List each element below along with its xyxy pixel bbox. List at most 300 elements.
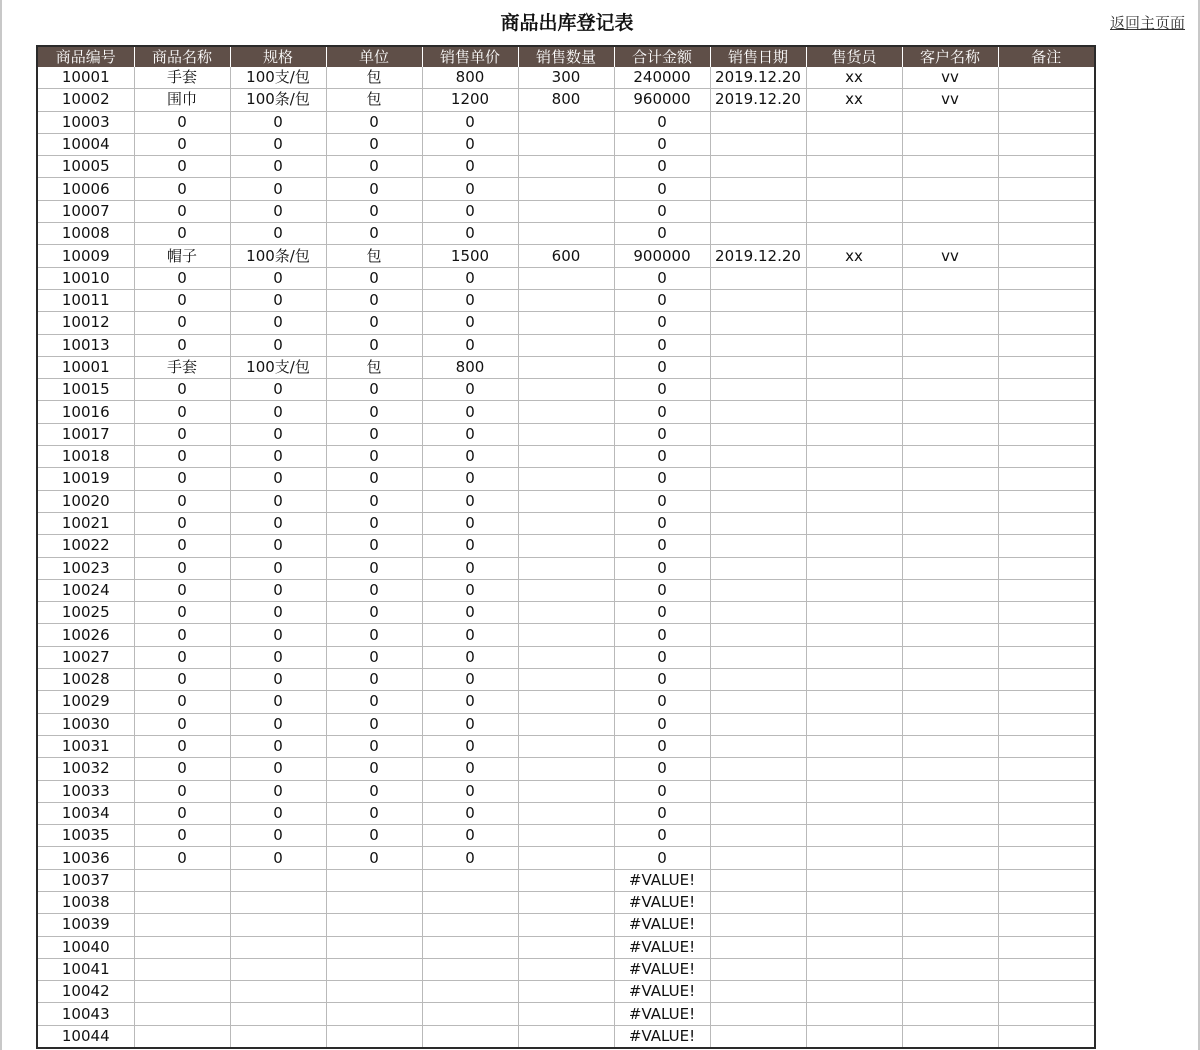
- cell-product-id[interactable]: 10001: [38, 356, 134, 378]
- cell-customer-name[interactable]: [902, 133, 998, 155]
- cell-spec[interactable]: 0: [230, 178, 326, 200]
- cell-remarks[interactable]: [998, 267, 1094, 289]
- cell-total-amount[interactable]: #VALUE!: [614, 936, 710, 958]
- cell-customer-name[interactable]: [902, 267, 998, 289]
- cell-unit[interactable]: [326, 981, 422, 1003]
- cell-product-name[interactable]: 0: [134, 490, 230, 512]
- cell-sale-date[interactable]: [710, 869, 806, 891]
- cell-sale-date[interactable]: [710, 401, 806, 423]
- cell-spec[interactable]: [230, 958, 326, 980]
- cell-remarks[interactable]: [998, 89, 1094, 111]
- cell-unit-price[interactable]: 0: [422, 267, 518, 289]
- cell-spec[interactable]: 100条/包: [230, 89, 326, 111]
- cell-sale-date[interactable]: [710, 312, 806, 334]
- cell-total-amount[interactable]: #VALUE!: [614, 914, 710, 936]
- cell-product-id[interactable]: 10005: [38, 156, 134, 178]
- cell-salesperson[interactable]: [806, 133, 902, 155]
- cell-total-amount[interactable]: 0: [614, 379, 710, 401]
- cell-total-amount[interactable]: 0: [614, 312, 710, 334]
- cell-spec[interactable]: 0: [230, 156, 326, 178]
- cell-product-id[interactable]: 10012: [38, 312, 134, 334]
- cell-customer-name[interactable]: [902, 178, 998, 200]
- cell-spec[interactable]: [230, 1025, 326, 1047]
- cell-product-name[interactable]: 0: [134, 758, 230, 780]
- cell-unit[interactable]: 0: [326, 490, 422, 512]
- cell-customer-name[interactable]: [902, 936, 998, 958]
- cell-unit[interactable]: 0: [326, 111, 422, 133]
- cell-sale-date[interactable]: [710, 579, 806, 601]
- cell-sale-date[interactable]: [710, 223, 806, 245]
- cell-salesperson[interactable]: [806, 1025, 902, 1047]
- cell-remarks[interactable]: [998, 669, 1094, 691]
- cell-sale-date[interactable]: [710, 267, 806, 289]
- cell-product-name[interactable]: 0: [134, 691, 230, 713]
- cell-unit[interactable]: 0: [326, 223, 422, 245]
- column-header-unit-price[interactable]: 销售单价: [422, 47, 518, 67]
- cell-quantity[interactable]: [518, 200, 614, 222]
- cell-quantity[interactable]: [518, 981, 614, 1003]
- cell-product-id[interactable]: 10043: [38, 1003, 134, 1025]
- cell-salesperson[interactable]: [806, 891, 902, 913]
- cell-customer-name[interactable]: [902, 579, 998, 601]
- cell-spec[interactable]: [230, 869, 326, 891]
- cell-quantity[interactable]: [518, 133, 614, 155]
- cell-salesperson[interactable]: [806, 111, 902, 133]
- cell-quantity[interactable]: [518, 691, 614, 713]
- cell-total-amount[interactable]: 0: [614, 669, 710, 691]
- cell-unit-price[interactable]: 0: [422, 579, 518, 601]
- cell-customer-name[interactable]: [902, 289, 998, 311]
- cell-unit-price[interactable]: 0: [422, 713, 518, 735]
- cell-total-amount[interactable]: 0: [614, 468, 710, 490]
- cell-customer-name[interactable]: [902, 312, 998, 334]
- cell-product-name[interactable]: [134, 936, 230, 958]
- cell-sale-date[interactable]: [710, 825, 806, 847]
- cell-salesperson[interactable]: [806, 512, 902, 534]
- cell-sale-date[interactable]: [710, 669, 806, 691]
- cell-total-amount[interactable]: 0: [614, 133, 710, 155]
- cell-salesperson[interactable]: [806, 178, 902, 200]
- cell-sale-date[interactable]: 2019.12.20: [710, 245, 806, 267]
- cell-quantity[interactable]: [518, 512, 614, 534]
- cell-unit-price[interactable]: 0: [422, 156, 518, 178]
- cell-remarks[interactable]: [998, 67, 1094, 89]
- cell-unit[interactable]: [326, 891, 422, 913]
- cell-customer-name[interactable]: [902, 401, 998, 423]
- cell-salesperson[interactable]: [806, 758, 902, 780]
- cell-unit[interactable]: 0: [326, 446, 422, 468]
- cell-remarks[interactable]: [998, 869, 1094, 891]
- cell-product-name[interactable]: 围巾: [134, 89, 230, 111]
- cell-customer-name[interactable]: [902, 758, 998, 780]
- cell-customer-name[interactable]: vv: [902, 245, 998, 267]
- cell-quantity[interactable]: [518, 312, 614, 334]
- cell-salesperson[interactable]: [806, 535, 902, 557]
- cell-sale-date[interactable]: [710, 936, 806, 958]
- cell-salesperson[interactable]: [806, 914, 902, 936]
- cell-remarks[interactable]: [998, 891, 1094, 913]
- cell-customer-name[interactable]: [902, 446, 998, 468]
- cell-product-id[interactable]: 10042: [38, 981, 134, 1003]
- cell-total-amount[interactable]: 240000: [614, 67, 710, 89]
- cell-unit-price[interactable]: [422, 869, 518, 891]
- cell-salesperson[interactable]: [806, 936, 902, 958]
- cell-product-id[interactable]: 10016: [38, 401, 134, 423]
- cell-product-id[interactable]: 10037: [38, 869, 134, 891]
- cell-total-amount[interactable]: 0: [614, 289, 710, 311]
- cell-product-name[interactable]: 0: [134, 401, 230, 423]
- cell-product-name[interactable]: 手套: [134, 356, 230, 378]
- cell-spec[interactable]: 0: [230, 111, 326, 133]
- cell-customer-name[interactable]: vv: [902, 89, 998, 111]
- cell-product-name[interactable]: 0: [134, 802, 230, 824]
- cell-product-id[interactable]: 10030: [38, 713, 134, 735]
- cell-sale-date[interactable]: [710, 602, 806, 624]
- cell-unit-price[interactable]: 0: [422, 802, 518, 824]
- cell-sale-date[interactable]: [710, 1003, 806, 1025]
- cell-remarks[interactable]: [998, 133, 1094, 155]
- cell-salesperson[interactable]: xx: [806, 245, 902, 267]
- cell-product-id[interactable]: 10032: [38, 758, 134, 780]
- column-header-product-name[interactable]: 商品名称: [134, 47, 230, 67]
- cell-product-id[interactable]: 10024: [38, 579, 134, 601]
- cell-product-id[interactable]: 10001: [38, 67, 134, 89]
- cell-product-id[interactable]: 10009: [38, 245, 134, 267]
- cell-product-name[interactable]: 0: [134, 423, 230, 445]
- cell-unit-price[interactable]: 0: [422, 379, 518, 401]
- cell-spec[interactable]: 0: [230, 780, 326, 802]
- cell-unit[interactable]: 0: [326, 423, 422, 445]
- cell-product-id[interactable]: 10022: [38, 535, 134, 557]
- cell-quantity[interactable]: [518, 423, 614, 445]
- back-to-main-link[interactable]: 返回主页面: [1110, 14, 1186, 32]
- cell-sale-date[interactable]: [710, 379, 806, 401]
- column-header-spec[interactable]: 规格: [230, 47, 326, 67]
- column-header-salesperson[interactable]: 售货员: [806, 47, 902, 67]
- cell-customer-name[interactable]: [902, 379, 998, 401]
- cell-product-id[interactable]: 10019: [38, 468, 134, 490]
- cell-spec[interactable]: 0: [230, 802, 326, 824]
- cell-unit-price[interactable]: 0: [422, 178, 518, 200]
- cell-unit[interactable]: 包: [326, 245, 422, 267]
- cell-salesperson[interactable]: [806, 446, 902, 468]
- cell-total-amount[interactable]: 900000: [614, 245, 710, 267]
- cell-quantity[interactable]: [518, 468, 614, 490]
- cell-sale-date[interactable]: [710, 512, 806, 534]
- cell-quantity[interactable]: [518, 914, 614, 936]
- cell-sale-date[interactable]: [710, 468, 806, 490]
- cell-spec[interactable]: [230, 981, 326, 1003]
- cell-remarks[interactable]: [998, 245, 1094, 267]
- cell-product-name[interactable]: [134, 914, 230, 936]
- cell-quantity[interactable]: [518, 802, 614, 824]
- cell-unit-price[interactable]: 0: [422, 133, 518, 155]
- cell-quantity[interactable]: 800: [518, 89, 614, 111]
- cell-unit[interactable]: 包: [326, 356, 422, 378]
- cell-product-name[interactable]: 0: [134, 624, 230, 646]
- cell-spec[interactable]: 0: [230, 646, 326, 668]
- cell-salesperson[interactable]: [806, 624, 902, 646]
- cell-product-id[interactable]: 10013: [38, 334, 134, 356]
- cell-product-id[interactable]: 10040: [38, 936, 134, 958]
- cell-total-amount[interactable]: 0: [614, 557, 710, 579]
- cell-customer-name[interactable]: [902, 512, 998, 534]
- cell-sale-date[interactable]: [710, 891, 806, 913]
- cell-customer-name[interactable]: [902, 981, 998, 1003]
- cell-unit[interactable]: 0: [326, 646, 422, 668]
- cell-remarks[interactable]: [998, 758, 1094, 780]
- cell-unit[interactable]: [326, 1003, 422, 1025]
- cell-unit-price[interactable]: [422, 1003, 518, 1025]
- cell-product-id[interactable]: 10044: [38, 1025, 134, 1047]
- cell-customer-name[interactable]: [902, 869, 998, 891]
- cell-spec[interactable]: 0: [230, 423, 326, 445]
- cell-remarks[interactable]: [998, 223, 1094, 245]
- cell-sale-date[interactable]: [710, 133, 806, 155]
- cell-total-amount[interactable]: 0: [614, 178, 710, 200]
- cell-quantity[interactable]: [518, 847, 614, 869]
- cell-unit-price[interactable]: 0: [422, 669, 518, 691]
- cell-remarks[interactable]: [998, 379, 1094, 401]
- cell-total-amount[interactable]: 0: [614, 535, 710, 557]
- cell-customer-name[interactable]: [902, 624, 998, 646]
- cell-remarks[interactable]: [998, 1025, 1094, 1047]
- cell-remarks[interactable]: [998, 602, 1094, 624]
- cell-salesperson[interactable]: [806, 156, 902, 178]
- cell-remarks[interactable]: [998, 557, 1094, 579]
- cell-remarks[interactable]: [998, 579, 1094, 601]
- cell-salesperson[interactable]: [806, 713, 902, 735]
- cell-remarks[interactable]: [998, 423, 1094, 445]
- cell-unit-price[interactable]: 0: [422, 646, 518, 668]
- cell-unit[interactable]: 0: [326, 669, 422, 691]
- cell-product-id[interactable]: 10003: [38, 111, 134, 133]
- cell-customer-name[interactable]: [902, 223, 998, 245]
- cell-spec[interactable]: 0: [230, 735, 326, 757]
- cell-total-amount[interactable]: 0: [614, 847, 710, 869]
- cell-product-name[interactable]: 0: [134, 468, 230, 490]
- cell-total-amount[interactable]: 0: [614, 401, 710, 423]
- cell-unit-price[interactable]: 0: [422, 490, 518, 512]
- cell-customer-name[interactable]: [902, 825, 998, 847]
- cell-customer-name[interactable]: [902, 891, 998, 913]
- cell-spec[interactable]: [230, 1003, 326, 1025]
- cell-product-id[interactable]: 10008: [38, 223, 134, 245]
- cell-total-amount[interactable]: 0: [614, 691, 710, 713]
- cell-product-id[interactable]: 10018: [38, 446, 134, 468]
- cell-quantity[interactable]: [518, 936, 614, 958]
- cell-spec[interactable]: 0: [230, 758, 326, 780]
- cell-product-id[interactable]: 10023: [38, 557, 134, 579]
- cell-quantity[interactable]: [518, 446, 614, 468]
- cell-sale-date[interactable]: [710, 1025, 806, 1047]
- cell-salesperson[interactable]: [806, 780, 902, 802]
- cell-customer-name[interactable]: [902, 490, 998, 512]
- cell-sale-date[interactable]: 2019.12.20: [710, 67, 806, 89]
- cell-quantity[interactable]: [518, 958, 614, 980]
- cell-remarks[interactable]: [998, 111, 1094, 133]
- cell-total-amount[interactable]: #VALUE!: [614, 981, 710, 1003]
- cell-sale-date[interactable]: [710, 646, 806, 668]
- cell-salesperson[interactable]: xx: [806, 89, 902, 111]
- cell-product-name[interactable]: 0: [134, 312, 230, 334]
- cell-spec[interactable]: 0: [230, 401, 326, 423]
- cell-quantity[interactable]: [518, 490, 614, 512]
- cell-total-amount[interactable]: 0: [614, 624, 710, 646]
- cell-product-name[interactable]: 0: [134, 735, 230, 757]
- cell-unit-price[interactable]: 0: [422, 602, 518, 624]
- cell-customer-name[interactable]: [902, 468, 998, 490]
- cell-salesperson[interactable]: [806, 557, 902, 579]
- cell-unit-price[interactable]: 0: [422, 423, 518, 445]
- cell-quantity[interactable]: [518, 267, 614, 289]
- cell-total-amount[interactable]: 0: [614, 200, 710, 222]
- cell-quantity[interactable]: [518, 379, 614, 401]
- cell-quantity[interactable]: [518, 646, 614, 668]
- cell-customer-name[interactable]: [902, 802, 998, 824]
- cell-remarks[interactable]: [998, 825, 1094, 847]
- cell-unit-price[interactable]: 0: [422, 535, 518, 557]
- cell-unit-price[interactable]: 0: [422, 557, 518, 579]
- cell-quantity[interactable]: [518, 401, 614, 423]
- cell-sale-date[interactable]: [710, 914, 806, 936]
- cell-spec[interactable]: 0: [230, 468, 326, 490]
- cell-salesperson[interactable]: [806, 825, 902, 847]
- cell-unit[interactable]: 0: [326, 178, 422, 200]
- cell-salesperson[interactable]: [806, 401, 902, 423]
- cell-salesperson[interactable]: [806, 1003, 902, 1025]
- cell-total-amount[interactable]: 0: [614, 579, 710, 601]
- cell-unit[interactable]: 0: [326, 602, 422, 624]
- cell-salesperson[interactable]: [806, 289, 902, 311]
- cell-product-id[interactable]: 10002: [38, 89, 134, 111]
- cell-product-name[interactable]: [134, 981, 230, 1003]
- cell-product-name[interactable]: 0: [134, 512, 230, 534]
- cell-unit[interactable]: 0: [326, 267, 422, 289]
- cell-product-id[interactable]: 10007: [38, 200, 134, 222]
- cell-total-amount[interactable]: #VALUE!: [614, 1003, 710, 1025]
- cell-salesperson[interactable]: [806, 468, 902, 490]
- cell-sale-date[interactable]: [710, 289, 806, 311]
- cell-product-name[interactable]: 0: [134, 379, 230, 401]
- cell-unit-price[interactable]: 0: [422, 223, 518, 245]
- cell-total-amount[interactable]: 0: [614, 735, 710, 757]
- cell-sale-date[interactable]: [710, 490, 806, 512]
- cell-unit[interactable]: 0: [326, 379, 422, 401]
- cell-unit[interactable]: 0: [326, 156, 422, 178]
- cell-customer-name[interactable]: [902, 423, 998, 445]
- cell-unit-price[interactable]: 0: [422, 512, 518, 534]
- cell-product-name[interactable]: 0: [134, 133, 230, 155]
- cell-unit[interactable]: 0: [326, 579, 422, 601]
- cell-quantity[interactable]: [518, 869, 614, 891]
- cell-spec[interactable]: 0: [230, 713, 326, 735]
- cell-product-id[interactable]: 10026: [38, 624, 134, 646]
- cell-sale-date[interactable]: [710, 758, 806, 780]
- cell-quantity[interactable]: [518, 780, 614, 802]
- cell-product-id[interactable]: 10020: [38, 490, 134, 512]
- cell-product-name[interactable]: [134, 1025, 230, 1047]
- cell-salesperson[interactable]: [806, 200, 902, 222]
- cell-product-id[interactable]: 10038: [38, 891, 134, 913]
- cell-sale-date[interactable]: [710, 713, 806, 735]
- cell-product-name[interactable]: 0: [134, 557, 230, 579]
- cell-unit[interactable]: [326, 958, 422, 980]
- cell-remarks[interactable]: [998, 958, 1094, 980]
- cell-spec[interactable]: 0: [230, 512, 326, 534]
- cell-quantity[interactable]: [518, 758, 614, 780]
- cell-product-name[interactable]: 0: [134, 334, 230, 356]
- column-header-sale-date[interactable]: 销售日期: [710, 47, 806, 67]
- cell-spec[interactable]: 0: [230, 602, 326, 624]
- cell-unit-price[interactable]: 0: [422, 200, 518, 222]
- cell-unit[interactable]: 0: [326, 624, 422, 646]
- cell-salesperson[interactable]: [806, 646, 902, 668]
- cell-product-id[interactable]: 10017: [38, 423, 134, 445]
- cell-quantity[interactable]: [518, 825, 614, 847]
- cell-total-amount[interactable]: 0: [614, 512, 710, 534]
- cell-customer-name[interactable]: [902, 691, 998, 713]
- cell-quantity[interactable]: [518, 289, 614, 311]
- cell-salesperson[interactable]: [806, 423, 902, 445]
- cell-product-name[interactable]: 0: [134, 579, 230, 601]
- cell-unit-price[interactable]: 800: [422, 67, 518, 89]
- cell-sale-date[interactable]: [710, 334, 806, 356]
- cell-salesperson[interactable]: [806, 312, 902, 334]
- cell-total-amount[interactable]: 960000: [614, 89, 710, 111]
- cell-spec[interactable]: 0: [230, 490, 326, 512]
- cell-spec[interactable]: [230, 891, 326, 913]
- cell-customer-name[interactable]: [902, 1003, 998, 1025]
- cell-product-id[interactable]: 10025: [38, 602, 134, 624]
- cell-sale-date[interactable]: [710, 446, 806, 468]
- cell-salesperson[interactable]: [806, 579, 902, 601]
- cell-total-amount[interactable]: 0: [614, 490, 710, 512]
- cell-unit-price[interactable]: 0: [422, 111, 518, 133]
- cell-unit[interactable]: 0: [326, 535, 422, 557]
- cell-remarks[interactable]: [998, 624, 1094, 646]
- cell-total-amount[interactable]: 0: [614, 646, 710, 668]
- cell-unit[interactable]: 0: [326, 133, 422, 155]
- cell-product-name[interactable]: 0: [134, 200, 230, 222]
- cell-customer-name[interactable]: [902, 958, 998, 980]
- cell-customer-name[interactable]: [902, 847, 998, 869]
- cell-unit-price[interactable]: 800: [422, 356, 518, 378]
- cell-salesperson[interactable]: xx: [806, 67, 902, 89]
- cell-product-name[interactable]: 0: [134, 646, 230, 668]
- cell-unit[interactable]: [326, 914, 422, 936]
- cell-quantity[interactable]: [518, 178, 614, 200]
- cell-total-amount[interactable]: 0: [614, 780, 710, 802]
- cell-product-name[interactable]: 0: [134, 669, 230, 691]
- cell-remarks[interactable]: [998, 802, 1094, 824]
- cell-spec[interactable]: 0: [230, 579, 326, 601]
- cell-product-id[interactable]: 10029: [38, 691, 134, 713]
- cell-remarks[interactable]: [998, 1003, 1094, 1025]
- cell-spec[interactable]: 0: [230, 133, 326, 155]
- cell-unit-price[interactable]: [422, 891, 518, 913]
- cell-unit[interactable]: 包: [326, 89, 422, 111]
- cell-customer-name[interactable]: [902, 200, 998, 222]
- cell-salesperson[interactable]: [806, 669, 902, 691]
- cell-remarks[interactable]: [998, 468, 1094, 490]
- cell-sale-date[interactable]: [710, 156, 806, 178]
- cell-unit-price[interactable]: 1200: [422, 89, 518, 111]
- cell-unit-price[interactable]: 0: [422, 780, 518, 802]
- column-header-remarks[interactable]: 备注: [998, 47, 1094, 67]
- cell-quantity[interactable]: 600: [518, 245, 614, 267]
- cell-product-id[interactable]: 10033: [38, 780, 134, 802]
